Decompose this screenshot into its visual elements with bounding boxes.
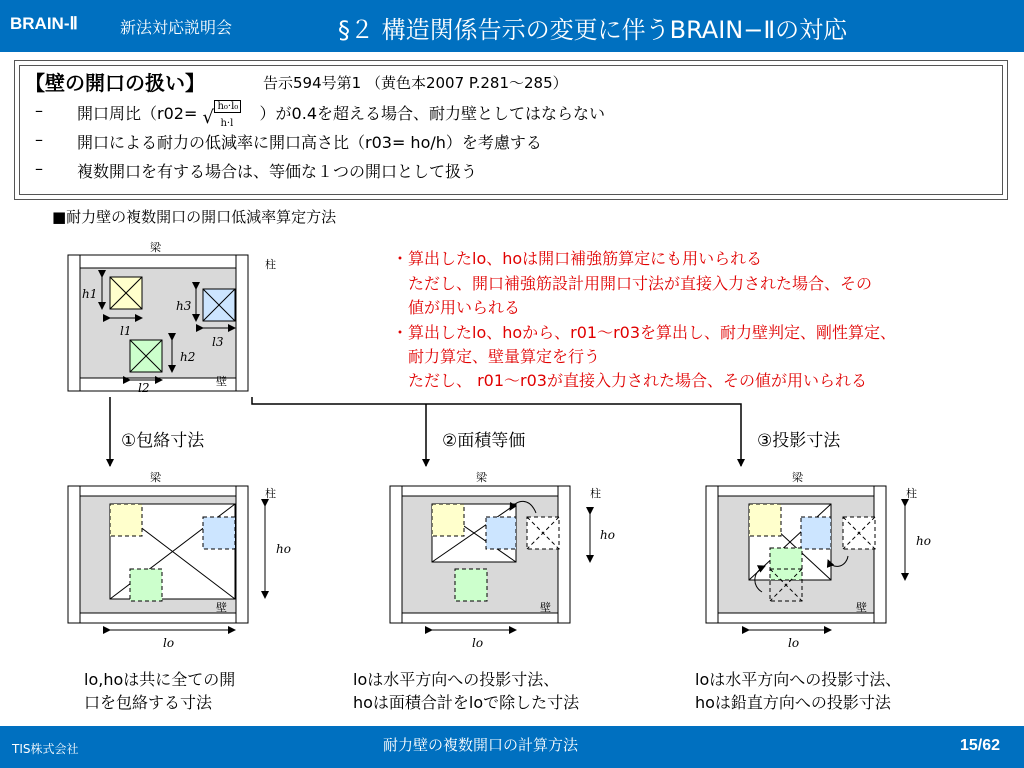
method-3-caption: [695, 668, 901, 714]
formula-denominator: h·l: [220, 117, 234, 129]
l3-label: l3: [212, 335, 224, 349]
rule-item-1-text-after: ）が0.4を超える場合、耐力壁としてはならない: [259, 104, 605, 123]
ho-label: ho: [916, 534, 931, 548]
rule-item-2-text: 開口による耐力の低減率に開口高さ比（r03= ho/h）を考慮する: [77, 133, 542, 152]
column-label: 柱: [265, 487, 276, 500]
rule-item-3-text: 複数開口を有する場合は、等価な１つの開口として扱う: [77, 162, 478, 181]
method-1-caption: [84, 668, 235, 714]
l2-label: l2: [138, 381, 150, 395]
note-line-2: ただし、開口補強筋設計用開口寸法が直接入力された場合、その: [392, 274, 873, 293]
bullet-dash: –: [35, 159, 43, 178]
footer-bar: [0, 726, 1024, 768]
section-title: ■耐力壁の複数開口の開口低減率算定方法: [52, 208, 337, 226]
opening-2: [130, 340, 162, 372]
beam-label: 梁: [150, 241, 161, 254]
column-label: 柱: [265, 258, 276, 271]
ho-label: ho: [600, 528, 615, 542]
caption-line: lo,hoは共に全ての開: [84, 670, 236, 689]
beam-label: 梁: [476, 471, 487, 484]
lo-label: lo: [788, 636, 800, 650]
wall-label: 壁: [216, 375, 227, 388]
formula-numerator: h₀·l₀: [214, 100, 241, 113]
wall-label: 壁: [216, 601, 227, 614]
note-line-4: ・算出したlo、hoから、r01〜r03を算出し、耐力壁判定、剛性算定、: [392, 323, 897, 342]
column-label: 柱: [906, 487, 917, 500]
column-label: 柱: [590, 487, 601, 500]
caption-line: loは水平方向への投影寸法、: [353, 670, 560, 689]
wall-label: 壁: [856, 601, 867, 614]
h1-label: h1: [82, 287, 98, 301]
ho-label: ho: [276, 542, 291, 556]
h2-label: h2: [180, 350, 196, 364]
wall-label: 壁: [540, 601, 551, 614]
frame-method-1: [68, 470, 291, 650]
opening-3: [203, 289, 235, 321]
flow-arrows: [110, 397, 741, 466]
brand-subtitle: 新法対応説明会: [120, 18, 233, 37]
method-2-caption: [353, 668, 579, 714]
footer-title: 耐力壁の複数開口の計算方法: [383, 736, 579, 754]
company-name: TIS株式会社: [12, 742, 79, 756]
caption-line: loは水平方向への投影寸法、: [695, 670, 902, 689]
h3-label: h3: [176, 299, 192, 313]
frame-method-3: [706, 470, 931, 650]
page-number: 15/62: [959, 737, 1000, 754]
method-1-label: ①包絡寸法: [121, 431, 205, 451]
opening-1: [110, 277, 142, 309]
rule-reference: 告示594号第1 （黄色本2007 P.281〜285）: [263, 74, 568, 92]
note-line-5: 耐力算定、壁量算定を行う: [392, 347, 601, 366]
beam-label: 梁: [150, 471, 161, 484]
method-2-label: ②面積等価: [442, 431, 526, 451]
slide-title: §２ 構造関係告示の変更に伴うBRAIN−Ⅱの対応: [338, 16, 848, 44]
brand-name: BRAIN-Ⅱ: [10, 14, 78, 33]
note-line-1: ・算出したlo、hoは開口補強筋算定にも用いられる: [392, 249, 763, 268]
rule-item-1-text-before: 開口周比（r02=: [77, 104, 198, 123]
rule-heading: 【壁の開口の扱い】: [25, 71, 205, 95]
frame-original: [68, 240, 276, 395]
sqrt-icon: √: [202, 106, 214, 128]
caption-line: hoは面積合計をloで除した寸法: [353, 693, 580, 712]
frame-method-2: [390, 470, 615, 650]
caption-line: hoは鉛直方向への投影寸法: [695, 693, 891, 712]
note-line-6: ただし、 r01〜r03が直接入力された場合、その値が用いられる: [392, 371, 867, 390]
bullet-dash: –: [35, 101, 43, 120]
caption-line: 口を包絡する寸法: [84, 693, 213, 712]
bullet-dash: –: [35, 130, 43, 149]
lo-label: lo: [472, 636, 484, 650]
beam-label: 梁: [792, 471, 803, 484]
note-line-3: 値が用いられる: [392, 298, 521, 317]
lo-label: lo: [163, 636, 175, 650]
method-3-label: ③投影寸法: [757, 431, 841, 451]
l1-label: l1: [120, 324, 132, 338]
